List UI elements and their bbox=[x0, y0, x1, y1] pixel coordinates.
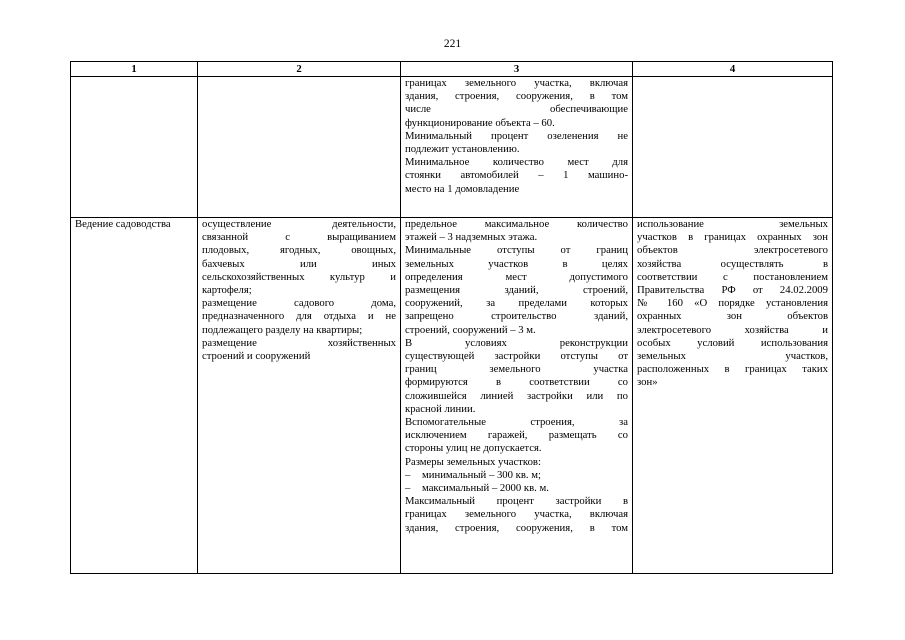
text-line: функционирование объекта – 60. bbox=[405, 116, 555, 129]
text-line bbox=[405, 469, 628, 482]
text-line: этажей – 3 надземных этажа. bbox=[405, 231, 538, 244]
page-number: 221 bbox=[443, 38, 462, 50]
text-line: объектов электросетевого bbox=[637, 244, 828, 257]
row2-restrictions-cell bbox=[633, 218, 833, 574]
text-line: бахчевых или иных bbox=[202, 257, 396, 270]
table-row bbox=[71, 77, 833, 218]
table-header-row bbox=[71, 62, 833, 77]
text-line: запрещено строительство зданий, bbox=[405, 310, 628, 323]
text-line: здания, строения, сооружения, в том bbox=[405, 521, 628, 534]
text-line: границах земельного участка, включая bbox=[405, 508, 628, 521]
text-line: расположенных в границах таких bbox=[637, 363, 828, 376]
text-line: место на 1 домовладение bbox=[405, 182, 520, 195]
text-line: здания, строения, сооружения, в том bbox=[405, 90, 628, 103]
text-line: формируются в соответствии со bbox=[405, 376, 628, 389]
row1-description-cell bbox=[198, 77, 401, 218]
text-line: плодовых, ягодных, овощных, bbox=[202, 244, 396, 257]
text-line: границ земельного участка bbox=[405, 363, 628, 376]
text-line: предназначенного для отдыха и не bbox=[202, 310, 396, 323]
text-line: земельных участков, bbox=[637, 350, 828, 363]
column-header-1: 1 bbox=[71, 62, 198, 77]
row1-use-type-cell bbox=[71, 77, 198, 218]
text-line: земельных участков в целях bbox=[405, 257, 628, 270]
row2-description-cell bbox=[198, 218, 401, 574]
text-line: Минимальный процент озеленения не bbox=[405, 129, 628, 142]
list-item-text: минимальный – 300 кв. м; bbox=[422, 468, 541, 481]
column-header-3: 3 bbox=[401, 62, 633, 77]
text-line: красной линии. bbox=[405, 402, 476, 415]
text-line: Максимальный процент застройки в bbox=[405, 495, 628, 508]
text-line: зон» bbox=[637, 376, 658, 389]
text-line: сложившейся линией застройки или по bbox=[405, 389, 628, 402]
text-line: стоянки автомобилей – 1 машино- bbox=[405, 169, 628, 182]
text-line: осуществление деятельности, bbox=[202, 218, 396, 230]
text-line: связанной с выращиванием bbox=[202, 231, 396, 244]
text-line: картофеля; bbox=[202, 284, 252, 297]
text-line: Правительства РФ от 24.02.2009 bbox=[637, 284, 828, 297]
text-line: предельное максимальное количество bbox=[405, 218, 628, 230]
row1-parameters-cell bbox=[401, 77, 633, 218]
text-line: подлежащего разделу на квартиры; bbox=[202, 323, 363, 336]
text-line: охранных зон объектов bbox=[637, 310, 828, 323]
text-line: Размеры земельных участков: bbox=[405, 455, 541, 468]
text-line: особых условий использования bbox=[637, 336, 828, 349]
text-line: электросетевого хозяйства и bbox=[637, 323, 828, 336]
text-line: Минимальное количество мест для bbox=[405, 156, 628, 169]
text-line: использование земельных bbox=[637, 218, 828, 230]
regulations-table bbox=[70, 61, 833, 574]
row1-restrictions-cell bbox=[633, 77, 833, 218]
table-row bbox=[71, 218, 833, 574]
text-line: определения мест допустимого bbox=[405, 270, 628, 283]
text-line: участков в границах охранных зон bbox=[637, 231, 828, 244]
text-line: хозяйства осуществлять в bbox=[637, 257, 828, 270]
text-line: строений и сооружений bbox=[202, 350, 311, 363]
text-line: размещение садового дома, bbox=[202, 297, 396, 310]
column-header-2: 2 bbox=[198, 62, 401, 77]
text-line: размещения зданий, строений, bbox=[405, 284, 628, 297]
text-line: размещение хозяйственных bbox=[202, 336, 396, 349]
text-line: подлежит установлению. bbox=[405, 143, 520, 156]
text-line: числе обеспечивающие bbox=[405, 103, 628, 116]
text-line: границах земельного участка, включая bbox=[405, 77, 628, 89]
row2-use-type-cell: Ведение садоводства bbox=[71, 218, 198, 574]
list-dash: – bbox=[405, 482, 411, 495]
text-line: сельскохозяйственных культур и bbox=[202, 270, 396, 283]
list-dash: – bbox=[405, 468, 411, 481]
text-line: сооружений, за пределами которых bbox=[405, 297, 628, 310]
text-line: исключением гаражей, размещать со bbox=[405, 429, 628, 442]
text-line: строений, сооружений – 3 м. bbox=[405, 323, 536, 336]
text-line: существующей застройки отступы от bbox=[405, 350, 628, 363]
list-item-text: максимальный – 2000 кв. м. bbox=[422, 482, 549, 495]
text-line: стороны улиц не допускается. bbox=[405, 442, 542, 455]
text-line: Вспомогательные строения, за bbox=[405, 416, 628, 429]
row2-parameters-cell bbox=[401, 218, 633, 574]
column-header-4: 4 bbox=[633, 62, 833, 77]
text-line: № 160 «О порядке установления bbox=[637, 297, 828, 310]
text-line bbox=[405, 482, 628, 495]
text-line: соответствии с постановлением bbox=[637, 270, 828, 283]
text-line: Минимальные отступы от границ bbox=[405, 244, 628, 257]
text-line: В условиях реконструкции bbox=[405, 336, 628, 349]
